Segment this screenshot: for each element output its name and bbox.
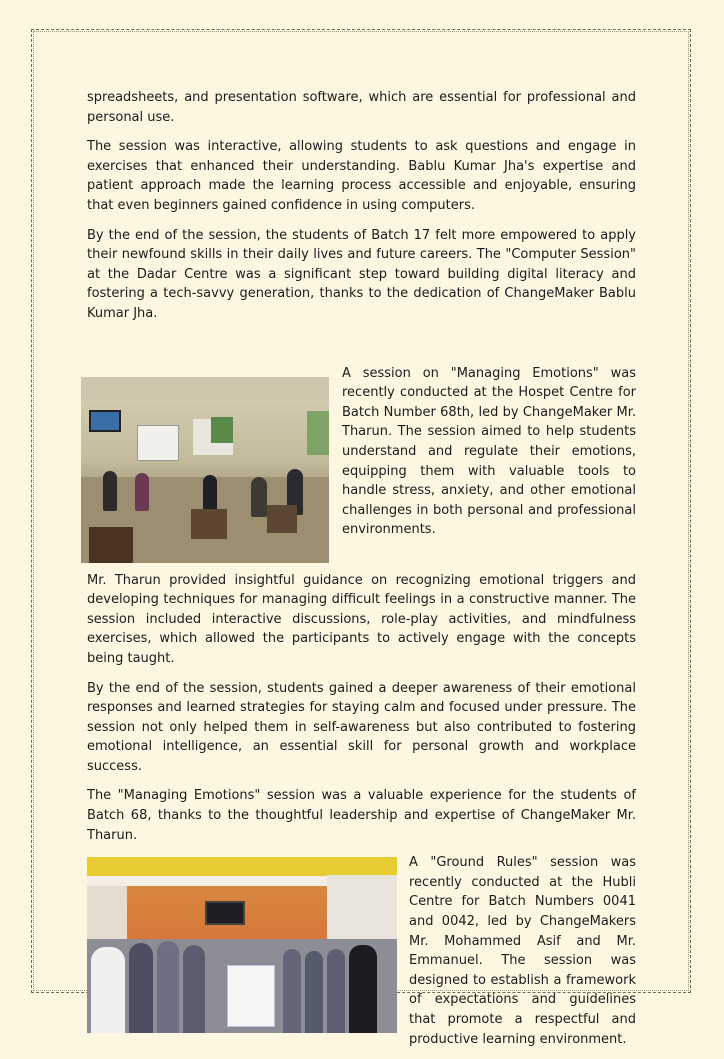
chair [267,505,297,533]
poster [227,965,275,1027]
ceiling [81,377,329,399]
person [251,477,267,517]
person [91,947,125,1033]
paragraph-managing-emotions-outcome: By the end of the session, students gained a deeper awareness of their emotional responses and learned strategies for staying calm and focused under pressure. The session not only helped them in self-awareness but also contributed to fostering emotional intelligence, an essential skill for personal growth and workplace success. [87,680,636,774]
tv-screen [89,410,121,432]
article-body [87,88,636,1059]
paragraph-ground-rules-intro: A "Ground Rules" session was recently conducted at the Hubli Centre for Batch Numbers 0041 and 0042, led by ChangeMakers Mr. Mohammed Asif and Mr. Emmanuel. The session was designed to establish a framework of expectations and guidelines that promote a respectful and productive learning environment. [409,855,636,1047]
paragraph-managing-emotions-intro: A session on "Managing Emotions" was recently conducted at the Hospet Centre for Batch Number 68th, led by ChangeMaker Mr. Tharun. The session aimed to help students understand and regulate their emotions, equipping them with valuable tools to handle stress, anxiety, and other emotional challenges in both personal and professional environments. [342,365,636,538]
managing-emotions-session-photo [81,377,329,563]
shelf [87,886,127,946]
yellow-wall-band [87,857,397,876]
paragraph-computer-session-end: spreadsheets, and presentation software, which are essential for professional and personal use. [87,90,636,125]
person [129,943,153,1033]
paragraph-computer-session-conclusion: By the end of the session, the students of Batch 17 felt more empowered to apply their newfound skills in their daily lives and future careers. The "Computer Session" at the Dadar Centre was a significant step toward building digital literacy and fostering a tech-savvy generation, thanks to the dedication of ChangeMaker Bablu Kumar Jha. [87,227,636,321]
person [135,473,149,511]
chair [191,509,227,539]
window [211,417,233,443]
ground-rules-group-photo [87,857,397,1033]
person [183,945,205,1033]
person [157,941,179,1033]
paragraph-managing-emotions-conclusion: The "Managing Emotions" session was a valuable experience for the students of Batch 68, thanks to the thoughtful leadership and expertise of ChangeMaker Mr. Tharun. [87,788,636,843]
paragraph-computer-session-interactive: The session was interactive, allowing students to ask questions and engage in exercises that enhanced their understanding. Bablu Kumar Jha's expertise and patient approach made the learning process accessible and enjoyable, ensuring that even beginners gained confidence in using computers. [87,139,636,213]
paragraph-managing-emotions-guidance: Mr. Tharun provided insightful guidance on recognizing emotional triggers and developing techniques for managing difficult feelings in a constructive manner. The session included interactive discussions, role-play activities, and mindfulness exercises, which allowed the participants to actively engage with the concepts being taught. [87,572,636,666]
person [349,945,377,1033]
tv-screen [205,901,245,925]
chair [89,527,133,563]
person [327,949,345,1033]
person [305,951,323,1033]
whiteboard [137,425,179,461]
window-right [307,411,329,455]
person [103,471,117,511]
person [283,949,301,1033]
